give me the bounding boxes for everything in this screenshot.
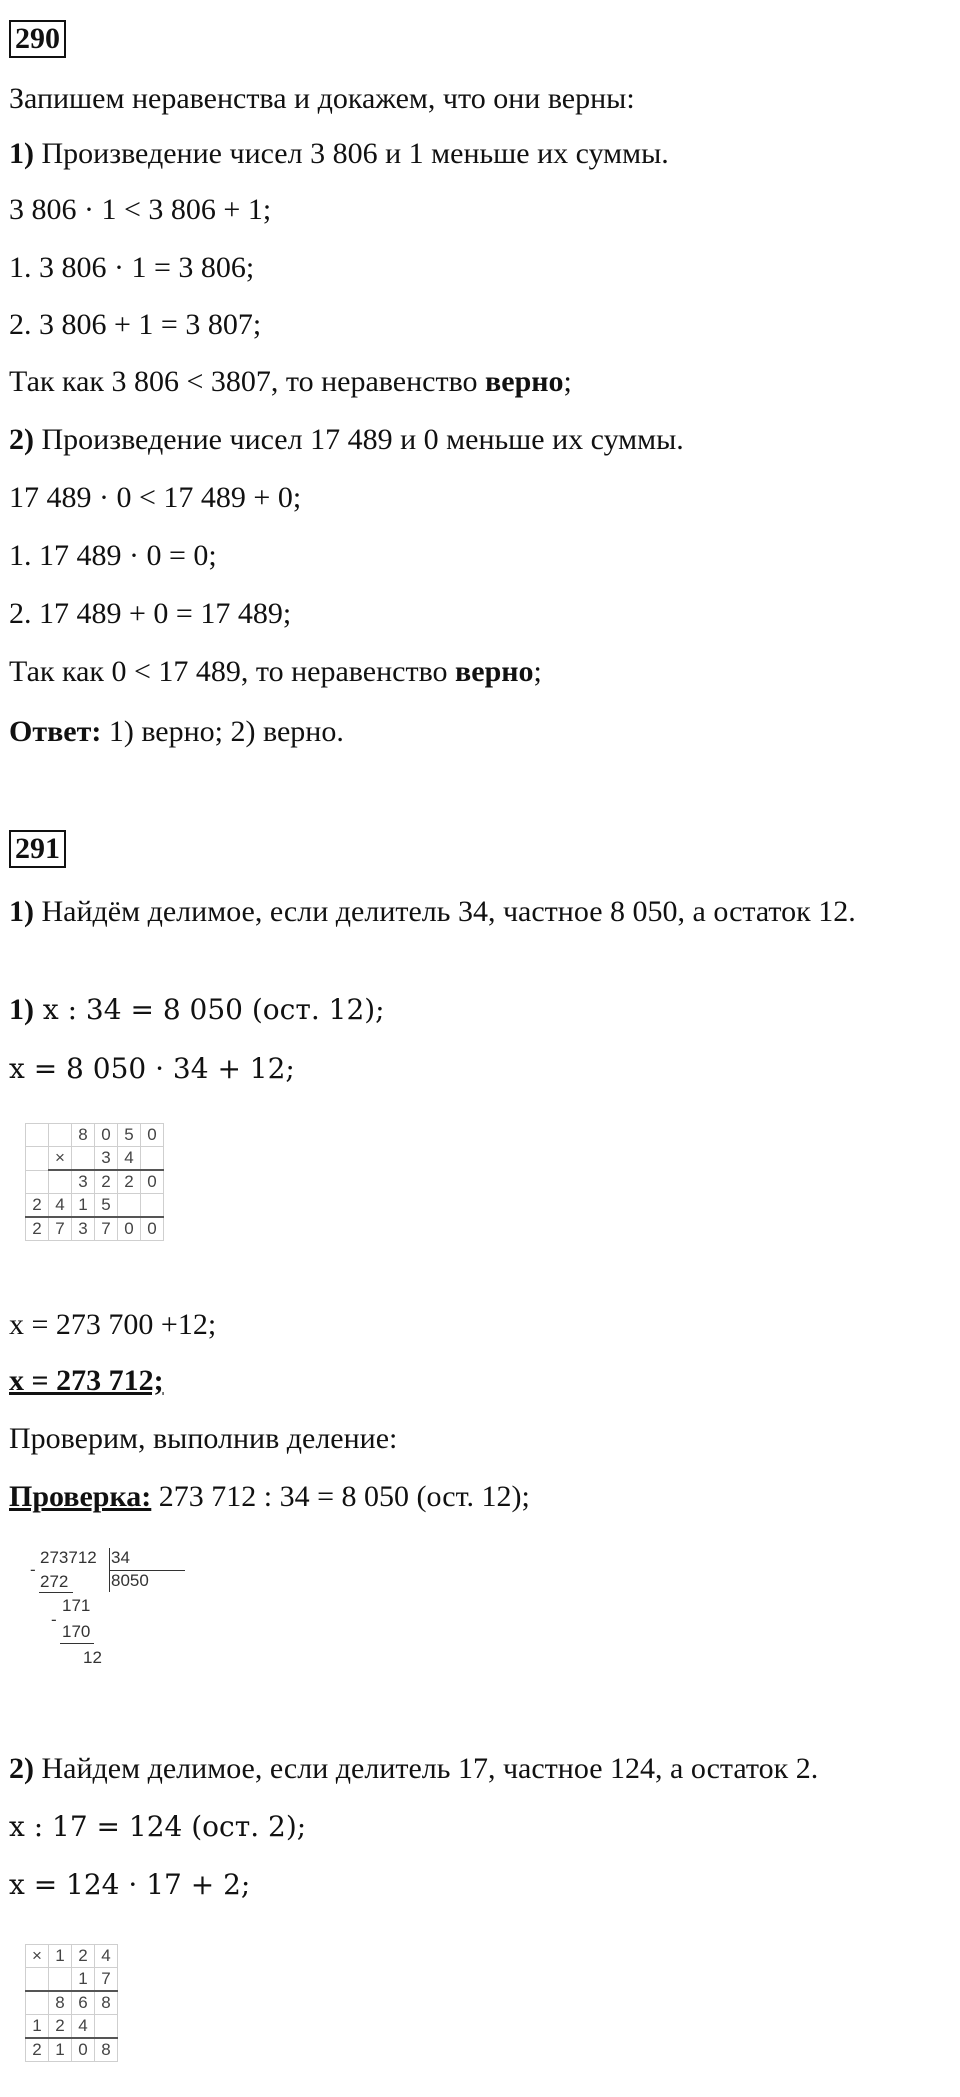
long-division: [30, 1548, 180, 1698]
grid-cell: [141, 1194, 164, 1218]
minus-sign-1: -: [30, 1560, 36, 1579]
check-label: Проверка:: [9, 1480, 152, 1513]
subtrahend-1: 272: [40, 1572, 69, 1591]
answer-line: [9, 715, 344, 749]
grid-cell: 0: [141, 1217, 164, 1241]
grid-cell: 0: [141, 1170, 164, 1194]
grid-row: [26, 1147, 164, 1171]
grid-cell: [26, 1968, 49, 1992]
grid-row: [26, 1217, 164, 1241]
grid-cell: 0: [95, 1124, 118, 1147]
underline-2: [60, 1643, 94, 1644]
equation-4: x = 124 · 17 + 2;: [9, 1868, 251, 1901]
grid-cell: 2: [95, 1170, 118, 1194]
conclusion-2-end: ;: [533, 655, 542, 688]
part-1-statement: [9, 137, 669, 171]
grid-cell: 5: [95, 1194, 118, 1218]
grid-cell: 4: [72, 2015, 95, 2039]
grid-cell: 8: [72, 1124, 95, 1147]
task-number-290: 290: [9, 20, 66, 58]
check-text: 273 712 : 34 = 8 050 (ост. 12);: [151, 1480, 530, 1513]
task-291-part-1-text: Найдём делимое, если делитель 34, частное 8 050, а остаток 12.: [34, 895, 856, 928]
grid-row: [26, 2038, 118, 2062]
grid-cell: [26, 1124, 49, 1147]
answer-label: Ответ:: [9, 715, 102, 748]
conclusion-2-text: Так как 0 < 17 489, то неравенство: [9, 655, 456, 688]
grid-cell: [26, 1147, 49, 1171]
part-2-text: Произведение чисел 17 489 и 0 меньше их суммы.: [34, 423, 684, 456]
grid-cell: 7: [95, 1217, 118, 1241]
grid-row: [26, 1124, 164, 1147]
task-291-part-1-label: 1): [9, 895, 34, 928]
conclusion-2: [9, 655, 542, 689]
equation-1-label: 1): [9, 993, 34, 1026]
result-final: x = 273 712;: [9, 1364, 164, 1397]
step-1-1: 1. 3 806 · 1 = 3 806;: [9, 251, 255, 284]
grid-cell: [26, 1991, 49, 2015]
minus-sign-2: -: [51, 1610, 57, 1629]
grid-cell: [49, 1124, 72, 1147]
grid-cell: 5: [118, 1124, 141, 1147]
grid-cell: 7: [95, 1968, 118, 1992]
part-1-text: Произведение чисел 3 806 и 1 меньше их суммы.: [34, 137, 669, 170]
inequality-1: 3 806 · 1 < 3 806 + 1;: [9, 193, 272, 226]
grid-row: [26, 1945, 118, 1968]
grid-cell: 7: [49, 1217, 72, 1241]
step-2-2: 2. 17 489 + 0 = 17 489;: [9, 597, 292, 630]
intro-text: Запишем неравенства и докажем, что они верны:: [9, 82, 635, 115]
grid-cell: 1: [26, 2015, 49, 2039]
divisor: 34: [111, 1548, 130, 1567]
step-1-2: 2. 3 806 + 1 = 3 807;: [9, 308, 262, 341]
grid-cell: 3: [72, 1217, 95, 1241]
grid-cell: [26, 1170, 49, 1194]
check-line: [9, 1480, 530, 1514]
grid-cell: 0: [118, 1217, 141, 1241]
grid-cell: 0: [72, 2038, 95, 2062]
task-291-part-2-label: 2): [9, 1752, 34, 1785]
grid-row: [26, 1194, 164, 1218]
result-line-1: x = 273 700 +12;: [9, 1308, 217, 1341]
grid-cell: [95, 2015, 118, 2039]
grid-cell: 1: [49, 2038, 72, 2062]
task-291-part-2-text: Найдем делимое, если делитель 17, частное 124, а остаток 2.: [34, 1752, 819, 1785]
grid-cell: [49, 1968, 72, 1992]
grid-cell: 4: [118, 1147, 141, 1171]
grid-cell: 2: [118, 1170, 141, 1194]
grid-cell: 8: [95, 2038, 118, 2062]
grid-row: [26, 1968, 118, 1992]
grid-cell: 4: [49, 1194, 72, 1218]
task-291-part-1-statement: [9, 895, 944, 929]
dividend: 273712: [40, 1548, 97, 1567]
part-1-label: 1): [9, 137, 34, 170]
grid-cell: [141, 1147, 164, 1171]
partial-2: 171: [62, 1596, 91, 1615]
part-2-label: 2): [9, 423, 34, 456]
grid-cell: 2: [72, 1945, 95, 1968]
conclusion-1-bold: верно: [485, 365, 564, 398]
grid-cell: 2: [26, 1194, 49, 1218]
multiplication-table-2: [25, 1944, 118, 2062]
grid-cell: 6: [72, 1991, 95, 2015]
grid-cell: 4: [95, 1945, 118, 1968]
grid-cell: [118, 1194, 141, 1218]
remainder: 12: [83, 1648, 102, 1667]
grid-row: [26, 2015, 118, 2039]
answer-text: 1) верно; 2) верно.: [101, 715, 344, 748]
grid-cell: 8: [95, 1991, 118, 2015]
equation-1: [9, 993, 385, 1027]
grid-cell: 8: [49, 1991, 72, 2015]
grid-cell: 2: [49, 2015, 72, 2039]
grid-cell: 3: [72, 1170, 95, 1194]
underline-1: [39, 1592, 73, 1593]
grid-cell: 2: [26, 2038, 49, 2062]
conclusion-1-end: ;: [563, 365, 572, 398]
result-line-2: [9, 1364, 164, 1398]
equation-3: x : 17 = 124 (ост. 2);: [9, 1810, 307, 1843]
grid-cell: 0: [141, 1124, 164, 1147]
grid-row: [26, 1170, 164, 1194]
grid-row: [26, 1991, 118, 2015]
grid-cell: ×: [49, 1147, 72, 1171]
grid-cell: [49, 1170, 72, 1194]
grid-cell: 1: [49, 1945, 72, 1968]
conclusion-1-text: Так как 3 806 < 3807, то неравенство: [9, 365, 486, 398]
inequality-2: 17 489 · 0 < 17 489 + 0;: [9, 481, 302, 514]
grid-cell: 3: [95, 1147, 118, 1171]
task-291-part-2-statement: [9, 1752, 818, 1786]
equation-2: x = 8 050 · 34 + 12;: [9, 1052, 295, 1085]
grid-cell: 1: [72, 1968, 95, 1992]
conclusion-2-bold: верно: [455, 655, 534, 688]
quotient: 8050: [111, 1571, 149, 1590]
grid-cell: ×: [26, 1945, 49, 1968]
subtrahend-2: 170: [62, 1622, 91, 1641]
grid-cell: [72, 1147, 95, 1171]
grid-cell: 1: [72, 1194, 95, 1218]
part-2-statement: [9, 423, 684, 457]
task-number-291: 291: [9, 830, 66, 868]
check-intro: Проверим, выполнив деление:: [9, 1422, 398, 1455]
conclusion-1: [9, 365, 572, 399]
grid-cell: 2: [26, 1217, 49, 1241]
step-2-1: 1. 17 489 · 0 = 0;: [9, 539, 217, 572]
multiplication-table-1: [25, 1123, 164, 1241]
equation-1-text: x : 34 = 8 050 (ост. 12);: [34, 993, 385, 1026]
